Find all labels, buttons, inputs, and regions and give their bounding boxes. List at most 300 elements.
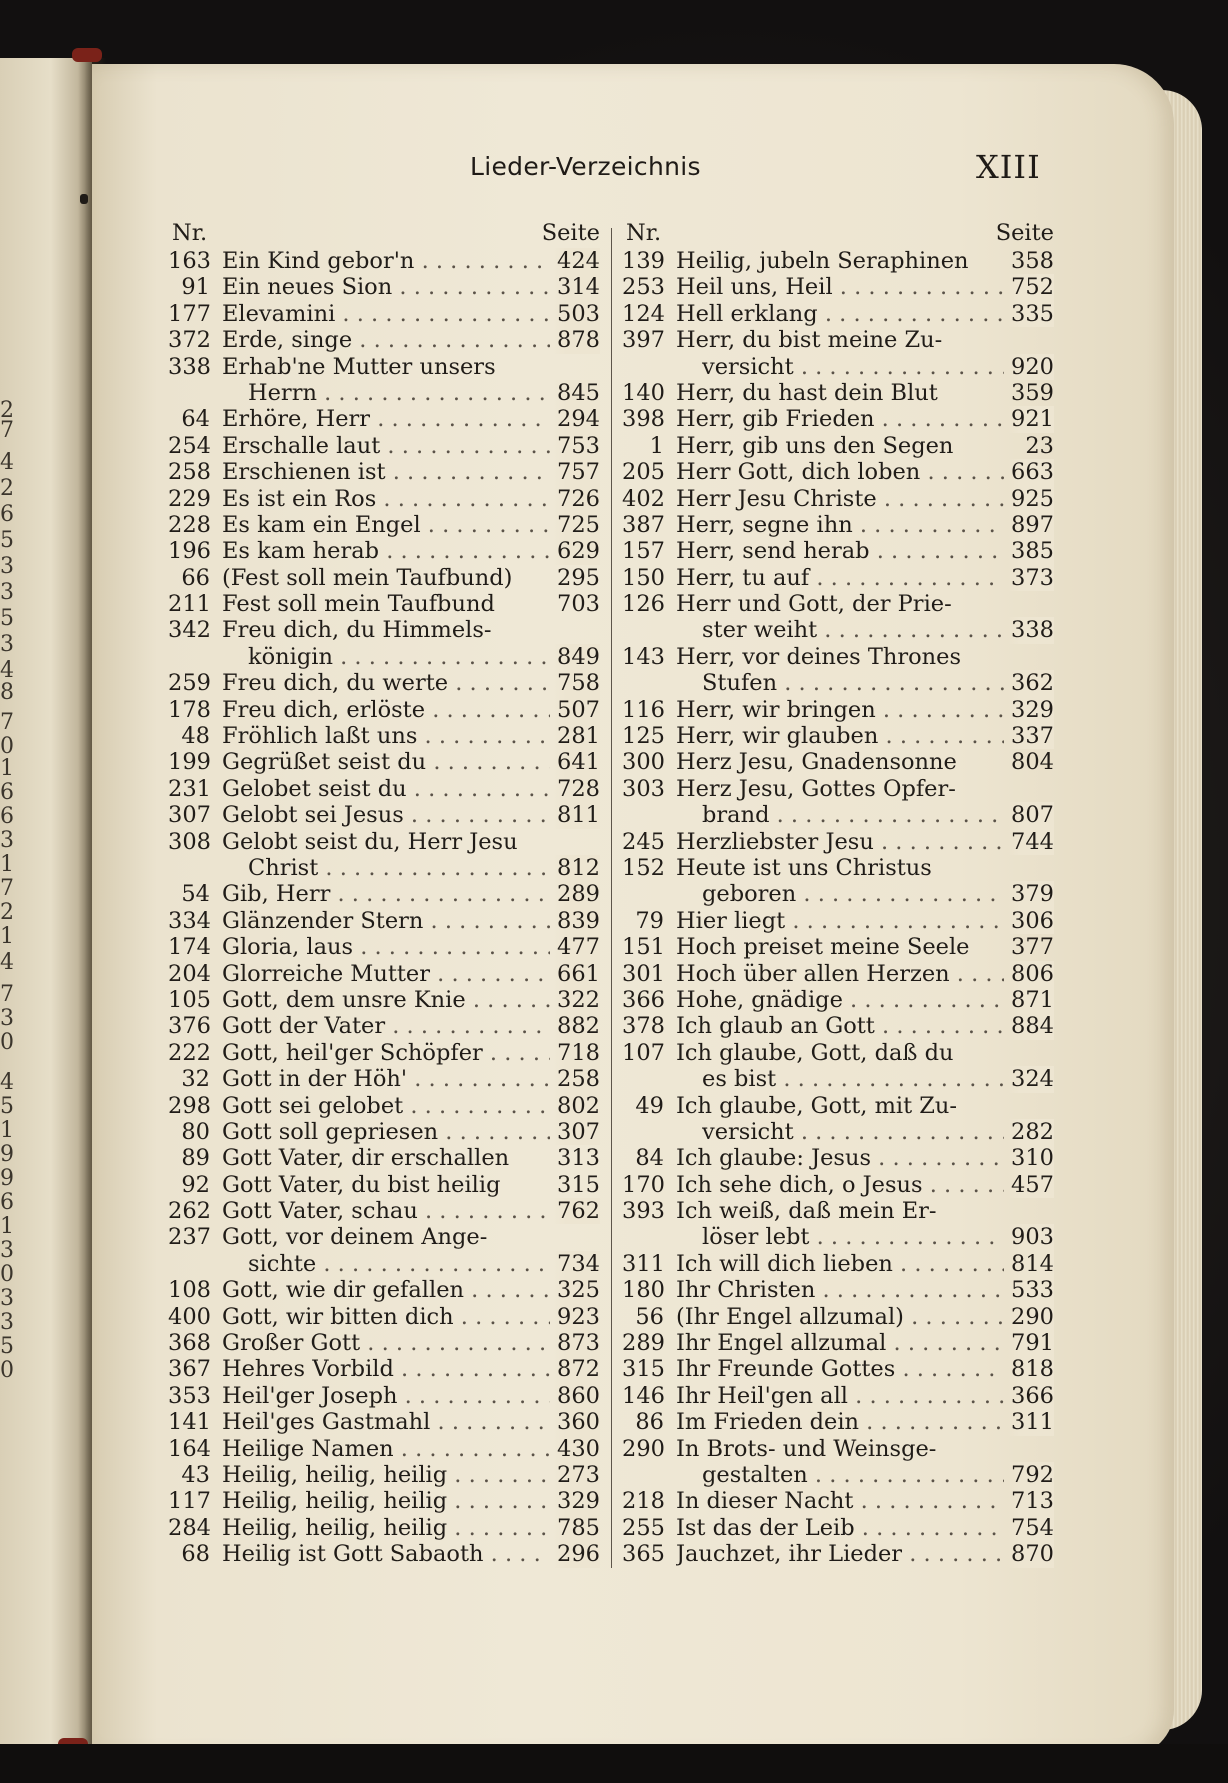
hymn-number: 117 — [168, 1488, 211, 1515]
page-number: 306 — [1008, 908, 1054, 934]
page-number: 629 — [554, 538, 600, 564]
page-number: 314 — [554, 274, 600, 300]
index-entry — [168, 697, 600, 723]
hymn-title: Es ist ein Ros . . . — [222, 486, 550, 512]
index-entry — [622, 697, 1054, 723]
hymn-title: Gott Vater, du bist heilig — [222, 1171, 501, 1198]
index-entry — [168, 1304, 600, 1330]
hymn-number: 141 — [168, 1409, 211, 1436]
right-column-header — [622, 218, 1054, 248]
hymn-title: Herrn . . . — [248, 380, 550, 406]
hymn-number: 300 — [622, 749, 665, 776]
page-number: 325 — [554, 1277, 600, 1303]
fringe-digit: 1 — [0, 852, 14, 877]
fringe-digit: 0 — [0, 734, 14, 759]
hymn-number: 253 — [622, 274, 665, 301]
left-column — [168, 218, 600, 1568]
hymn-number: 146 — [622, 1382, 665, 1409]
page-number: 366 — [1008, 1383, 1054, 1409]
index-entry — [168, 1383, 600, 1409]
index-entry — [622, 908, 1054, 934]
hymn-number: 259 — [168, 670, 211, 697]
index-entry — [168, 406, 600, 432]
page-number: 873 — [554, 1330, 600, 1356]
index-entry — [622, 433, 1054, 459]
hymn-title: Hehres Vorbild . . . — [222, 1356, 550, 1382]
fringe-digit: 9 — [0, 1142, 14, 1167]
fringe-digit: 2 — [0, 476, 14, 501]
index-entry — [168, 1119, 600, 1145]
hymn-title: Freu dich, du Himmels- — [222, 617, 492, 644]
hymn-title: Gott Vater, dir erschallen — [222, 1145, 510, 1172]
fringe-digit: 5 — [0, 528, 14, 553]
page-number: 744 — [1008, 829, 1054, 855]
index-entry — [168, 433, 600, 459]
page-number: 379 — [1008, 881, 1054, 907]
hymn-title: Heilig, heilig, heilig . . . — [222, 1462, 550, 1488]
page-number: 335 — [1008, 301, 1054, 327]
page-number: 703 — [557, 591, 600, 618]
index-entry — [168, 1277, 600, 1303]
hymn-number: 228 — [168, 511, 211, 538]
index-entry — [168, 459, 600, 485]
hymn-number: 86 — [635, 1409, 664, 1436]
page-number: 754 — [1008, 1515, 1054, 1541]
page-number: 718 — [554, 1040, 600, 1066]
index-entry — [168, 1515, 600, 1541]
hymn-title: Gelobt sei Jesus . . . — [222, 802, 550, 828]
index-entry — [168, 670, 600, 696]
index-entry — [622, 987, 1054, 1013]
index-entry — [622, 459, 1054, 485]
index-entry — [168, 512, 600, 538]
index-entry — [622, 855, 1054, 881]
hymn-title: Herr, gib Frieden . . . — [676, 406, 1004, 432]
hymn-number: 196 — [168, 538, 211, 565]
page-number: 337 — [1008, 723, 1054, 749]
hymn-number: 48 — [181, 723, 210, 750]
hymn-number: 164 — [168, 1435, 211, 1462]
hymn-number: 334 — [168, 907, 211, 934]
hymn-title: Herr, wir bringen . . . — [676, 697, 1004, 723]
hymn-number: 378 — [622, 1013, 665, 1040]
hymn-title: Ihr Freunde Gottes . . . — [676, 1356, 1004, 1382]
fringe-digit: 5 — [0, 1094, 14, 1119]
page-numeral: XIII — [976, 148, 1041, 186]
seite-label: Seite — [995, 220, 1054, 246]
hymn-number: 92 — [181, 1171, 210, 1198]
page-number: 310 — [1008, 1145, 1054, 1171]
hymn-number: 367 — [168, 1356, 211, 1383]
fringe-digit: 4 — [0, 950, 14, 975]
hymn-number: 262 — [168, 1198, 211, 1225]
fringe-digit: 4 — [0, 658, 14, 683]
hymn-number: 79 — [635, 907, 664, 934]
hymn-number: 218 — [622, 1488, 665, 1515]
page-number: 818 — [1008, 1356, 1054, 1382]
page-number: 870 — [1008, 1541, 1054, 1567]
index-entry — [622, 512, 1054, 538]
hymn-title: Gelobet seist du . . . — [222, 776, 550, 802]
hymn-title: Christ . . . — [248, 855, 550, 881]
page-number: 338 — [1008, 617, 1054, 643]
fringe-digit: 0 — [0, 1358, 14, 1383]
index-entry — [622, 776, 1054, 802]
hymn-title: Erhöre, Herr . . . — [222, 406, 550, 432]
index-entry — [622, 1488, 1054, 1514]
hymn-number: 254 — [168, 432, 211, 459]
index-entry — [622, 380, 1054, 406]
page-number: 872 — [554, 1356, 600, 1382]
page-number: 311 — [1008, 1409, 1054, 1435]
page-number: 322 — [554, 987, 600, 1013]
hymn-number: 91 — [181, 274, 210, 301]
index-entry — [622, 723, 1054, 749]
index-entry — [622, 961, 1054, 987]
page-number: 360 — [554, 1409, 600, 1435]
hymn-number: 222 — [168, 1039, 211, 1066]
hymn-title: Gib, Herr . . . — [222, 881, 550, 907]
hymn-title: Heilige Namen . . . — [222, 1436, 550, 1462]
index-entry — [168, 644, 600, 670]
hymn-number: 180 — [622, 1277, 665, 1304]
hymn-number: 366 — [622, 986, 665, 1013]
page-number: 845 — [554, 380, 600, 406]
index-entry — [622, 1040, 1054, 1066]
hymn-number: 237 — [168, 1224, 211, 1251]
hymn-number: 163 — [168, 248, 211, 274]
index-entry — [622, 1383, 1054, 1409]
fringe-digit: 7 — [0, 418, 14, 443]
index-entry — [622, 1356, 1054, 1382]
hymn-title: Herr, send herab . . . — [676, 538, 1004, 564]
hymn-title: Glorreiche Mutter . . . — [222, 961, 550, 987]
index-entry — [168, 1013, 600, 1039]
hymn-number: 126 — [622, 591, 665, 618]
hymn-number: 368 — [168, 1330, 211, 1357]
index-entry — [168, 1251, 600, 1277]
index-entry — [168, 1436, 600, 1462]
hymn-title: Ich glaube, Gott, daß du — [676, 1039, 954, 1066]
hymn-title: Stufen . . . — [702, 670, 1004, 696]
fringe-digit: 4 — [0, 1070, 14, 1095]
hymn-title: Elevamini . . . — [222, 301, 550, 327]
page-number: 295 — [557, 564, 600, 591]
index-entry — [168, 1145, 600, 1171]
index-entry — [622, 1409, 1054, 1435]
index-entry — [622, 749, 1054, 775]
hymn-title: Gegrüßet seist du . . . — [222, 749, 550, 775]
seite-label: Seite — [541, 220, 600, 246]
page-number: 757 — [554, 459, 600, 485]
hymn-number: 199 — [168, 749, 211, 776]
index-entry — [168, 802, 600, 828]
page-number: 758 — [554, 670, 600, 696]
index-entry — [622, 1172, 1054, 1198]
hymn-number: 84 — [635, 1145, 664, 1172]
hymn-number: 231 — [168, 775, 211, 802]
page-number: 507 — [554, 697, 600, 723]
hymn-title: Fröhlich laßt uns . . . — [222, 723, 550, 749]
hymn-title: Herr, gib uns den Segen — [676, 432, 954, 459]
page-number: 802 — [554, 1093, 600, 1119]
fringe-digit: 7 — [0, 876, 14, 901]
hymn-number: 338 — [168, 353, 211, 380]
hymn-title: Ihr Christen . . . — [676, 1277, 1004, 1303]
page-title: Lieder-Verzeichnis — [470, 152, 701, 181]
nr-label: Nr. — [626, 220, 662, 246]
hymn-number: 170 — [622, 1171, 665, 1198]
hymn-number: 140 — [622, 379, 665, 406]
index-entry — [168, 248, 600, 274]
hymn-number: 49 — [635, 1092, 664, 1119]
index-entry — [622, 1119, 1054, 1145]
fringe-digit: 3 — [0, 580, 14, 605]
hymn-number: 124 — [622, 300, 665, 327]
hymn-title: Jauchzet, ihr Lieder . . . — [676, 1541, 1004, 1567]
index-entry — [622, 538, 1054, 564]
fringe-digit: 8 — [0, 680, 14, 705]
hymn-number: 178 — [168, 696, 211, 723]
page-number: 804 — [1011, 749, 1054, 776]
hymn-title: Herr, vor deines Thrones — [676, 643, 962, 670]
hymn-number: 1 — [649, 432, 664, 459]
hymn-title: löser lebt . . . — [702, 1224, 1004, 1250]
index-entry — [622, 617, 1054, 643]
page-number: 23 — [1025, 432, 1054, 459]
hymn-title: geboren . . . — [702, 881, 1004, 907]
hymn-title: Herz Jesu, Gnadensonne — [676, 749, 957, 776]
hymn-title: Heilig ist Gott Sabaoth . . . — [222, 1541, 550, 1567]
index-entry — [622, 1436, 1054, 1462]
hymn-title: königin . . . — [248, 644, 550, 670]
page-number: 290 — [1008, 1304, 1054, 1330]
fringe-digit: 1 — [0, 1214, 14, 1239]
page-number: 734 — [554, 1251, 600, 1277]
column-divider — [611, 228, 612, 1568]
hymn-number: 301 — [622, 960, 665, 987]
index-entry — [168, 1093, 600, 1119]
page-number: 871 — [1008, 987, 1054, 1013]
hymn-title: Gott sei gelobet . . . — [222, 1093, 550, 1119]
page-number: 641 — [554, 749, 600, 775]
hymn-title: Heil'ger Joseph . . . — [222, 1383, 550, 1409]
hymn-title: Heil uns, Heil . . . — [676, 274, 1004, 300]
fringe-digit: 4 — [0, 450, 14, 475]
right-column — [622, 218, 1054, 1568]
hymn-number: 66 — [181, 564, 210, 591]
hymn-number: 108 — [168, 1277, 211, 1304]
hymn-title: Herzliebster Jesu . . . — [676, 829, 1004, 855]
page-number: 728 — [554, 776, 600, 802]
page-number: 294 — [554, 406, 600, 432]
fringe-digit: 9 — [0, 1166, 14, 1191]
index-entry — [168, 1172, 600, 1198]
index-entry — [622, 670, 1054, 696]
index-entry — [168, 1040, 600, 1066]
hymn-number: 205 — [622, 459, 665, 486]
hymn-title: Heilig, heilig, heilig . . . — [222, 1515, 550, 1541]
index-entry — [168, 961, 600, 987]
hymn-title: Im Frieden dein . . . — [676, 1409, 1004, 1435]
hymn-title: Gott soll gepriesen . . . — [222, 1119, 550, 1145]
hymn-number: 398 — [622, 406, 665, 433]
page-number: 282 — [1008, 1119, 1054, 1145]
hymn-number: 116 — [622, 696, 665, 723]
index-entry — [622, 1330, 1054, 1356]
fringe-digit: 1 — [0, 756, 14, 781]
hymn-number: 387 — [622, 511, 665, 538]
page-number: 878 — [554, 327, 600, 353]
hymn-number: 284 — [168, 1514, 211, 1541]
hymn-number: 402 — [622, 485, 665, 512]
hymn-title: Erde, singe . . . — [222, 327, 550, 353]
hymn-number: 229 — [168, 485, 211, 512]
index-entry — [622, 1541, 1054, 1567]
index-entry — [168, 301, 600, 327]
hymn-title: Es kam herab . . . — [222, 538, 550, 564]
hymn-title: Herr Jesu Christe . . . — [676, 486, 1004, 512]
page-number: 713 — [1008, 1488, 1054, 1514]
page-number: 814 — [1008, 1251, 1054, 1277]
hymn-number: 157 — [622, 538, 665, 565]
hymn-title: Hier liegt . . . — [676, 908, 1004, 934]
page-number: 329 — [1008, 697, 1054, 723]
index-entry — [168, 908, 600, 934]
fringe-digit: 0 — [0, 1030, 14, 1055]
hymn-title: ster weiht . . . — [702, 617, 1004, 643]
index-entry — [622, 934, 1054, 960]
index-entry — [622, 1304, 1054, 1330]
hymn-title: Herr, du hast dein Blut — [676, 379, 938, 406]
hymn-title: Ich glaube, Gott, mit Zu- — [676, 1092, 958, 1119]
page-number: 385 — [1008, 538, 1054, 564]
hymn-number: 397 — [622, 327, 665, 354]
page-number: 921 — [1008, 406, 1054, 432]
index-entry — [168, 934, 600, 960]
index-entry — [168, 327, 600, 353]
index-entry — [622, 1277, 1054, 1303]
index-entry — [622, 1066, 1054, 1092]
hymn-title: Gott Vater, schau . . . — [222, 1198, 550, 1224]
index-entry — [168, 617, 600, 643]
index-entry — [168, 1409, 600, 1435]
hymn-number: 68 — [181, 1541, 210, 1568]
index-entry — [622, 327, 1054, 353]
index-entry — [168, 855, 600, 881]
hymn-number: 150 — [622, 564, 665, 591]
hymn-title: Gott in der Höh' . . . — [222, 1066, 550, 1092]
hymn-title: Ich glaub an Gott . . . — [676, 1013, 1004, 1039]
hymn-number: 400 — [168, 1303, 211, 1330]
page-number: 897 — [1008, 512, 1054, 538]
hymn-number: 211 — [168, 591, 211, 618]
index-entry — [168, 274, 600, 300]
index-entry — [168, 1330, 600, 1356]
hymn-number: 139 — [622, 248, 665, 274]
page-number: 806 — [1008, 961, 1054, 987]
hymn-number: 353 — [168, 1382, 211, 1409]
fringe-digit: 6 — [0, 804, 14, 829]
index-entry — [622, 301, 1054, 327]
index-entry — [168, 1066, 600, 1092]
index-entry — [168, 881, 600, 907]
index-entry — [168, 723, 600, 749]
fringe-digit: 5 — [0, 1334, 14, 1359]
page-number: 753 — [554, 433, 600, 459]
page-number: 725 — [554, 512, 600, 538]
nr-label: Nr. — [172, 220, 208, 246]
page-number: 903 — [1008, 1224, 1054, 1250]
hymn-number: 151 — [622, 934, 665, 961]
page-number: 812 — [554, 855, 600, 881]
hymn-number: 372 — [168, 327, 211, 354]
hymn-number: 32 — [181, 1066, 210, 1093]
hymn-title: Ein Kind gebor'n . . . — [222, 248, 550, 274]
hymn-title: Ihr Engel allzumal . . . — [676, 1330, 1004, 1356]
page-number: 358 — [1011, 248, 1054, 274]
page-number: 884 — [1008, 1013, 1054, 1039]
hymn-number: 258 — [168, 459, 211, 486]
page-number: 503 — [554, 301, 600, 327]
hymn-title: Gott, heil'ger Schöpfer . . . — [222, 1040, 550, 1066]
hymn-title: Heilig, heilig, heilig . . . — [222, 1488, 550, 1514]
fringe-digit: 3 — [0, 1006, 14, 1031]
index-entry — [168, 380, 600, 406]
fringe-digit: 3 — [0, 1310, 14, 1335]
page-number: 329 — [554, 1488, 600, 1514]
index-entry — [168, 591, 600, 617]
index-entry — [168, 987, 600, 1013]
left-column-header — [168, 218, 600, 248]
hymn-number: 308 — [168, 828, 211, 855]
hymn-title: Herr, wir glauben . . . — [676, 723, 1004, 749]
fringe-digit: 3 — [0, 1286, 14, 1311]
page-number: 424 — [554, 248, 600, 274]
index-entry — [168, 1356, 600, 1382]
hymn-title: Hohe, gnädige . . . — [676, 987, 1004, 1013]
page-number: 920 — [1008, 354, 1054, 380]
hymn-number: 289 — [622, 1330, 665, 1357]
right-entries — [622, 248, 1054, 1568]
hymn-title: Herr Gott, dich loben . . . — [676, 459, 1004, 485]
page-number: 726 — [554, 486, 600, 512]
hymn-title: Herr und Gott, der Prie- — [676, 591, 952, 618]
index-entry — [622, 1224, 1054, 1250]
hymn-title: Glänzender Stern . . . — [222, 908, 550, 934]
index-entry — [622, 248, 1054, 274]
index-entry — [622, 354, 1054, 380]
page-number: 377 — [1011, 934, 1054, 961]
fringe-digit: 5 — [0, 606, 14, 631]
hymn-number: 376 — [168, 1013, 211, 1040]
hymn-number: 303 — [622, 775, 665, 802]
page-number: 849 — [554, 644, 600, 670]
hymn-title: Gelobt seist du, Herr Jesu — [222, 828, 518, 855]
hymn-number: 54 — [181, 881, 210, 908]
fringe-digit: 6 — [0, 1190, 14, 1215]
hymn-title: es bist . . . — [702, 1066, 1004, 1092]
index-entry — [622, 406, 1054, 432]
hymn-title: Gott, wie dir gefallen . . . — [222, 1277, 550, 1303]
fringe-digit: 3 — [0, 828, 14, 853]
hymn-number: 393 — [622, 1198, 665, 1225]
page-number: 373 — [1008, 565, 1054, 591]
index-entry — [168, 776, 600, 802]
fringe-digit: 2 — [0, 900, 14, 925]
hymn-number: 177 — [168, 300, 211, 327]
index-entry — [168, 1488, 600, 1514]
